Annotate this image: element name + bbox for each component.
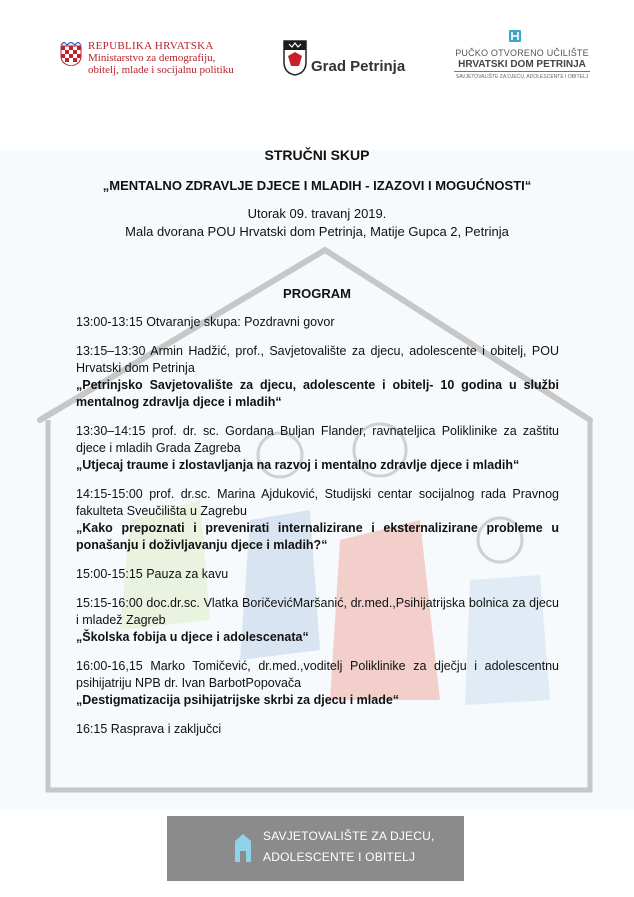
program-item-talk-title: „Utjecaj traume i zlostavljanja na razvoj i mentalno zdravlje djece i mladih“ [76, 458, 520, 472]
city-name: Grad Petrinja [311, 58, 406, 75]
pou-logo [452, 30, 592, 90]
croatian-coat-of-arms-icon [60, 42, 82, 66]
pou-line-1: PUČKO OTVORENO UČILIŠTE [455, 48, 589, 58]
program-item-time-speaker: 13:15–13:30 Armin Hadžić, prof., Savjetovalište za djecu, adolescente i obitelj, POU Hrvatski dom Petrinja [76, 344, 559, 375]
program-item [76, 566, 559, 583]
program-item [76, 423, 559, 474]
program-item [76, 343, 559, 411]
pou-line-3: SAVJETOVALIŠTE ZA DJECU, ADOLESCENTE I OBITELJ [455, 74, 589, 80]
event-date: Utorak 09. travanj 2019. [247, 206, 387, 221]
program-item-talk-title: „Petrinjsko Savjetovalište za djecu, adolescente i obitelj- 10 godina u službi mentalnog zdravlja djece i mladih“ [76, 378, 559, 409]
program-item-time-speaker: 15:00-15:15 Pauza za kavu [76, 567, 229, 581]
ministry-line-1: REPUBLIKA HRVATSKA [88, 40, 214, 52]
program-item [76, 658, 559, 709]
pou-divider [454, 71, 590, 72]
logo-row [0, 36, 634, 96]
footer-line-2: ADOLESCENTE I OBITELJ [263, 850, 416, 864]
pou-line-2: HRVATSKI DOM PETRINJA [458, 59, 586, 70]
footer-line-1: SAVJETOVALIŠTE ZA DJECU, [263, 829, 435, 843]
program-item [76, 486, 559, 554]
program-item-time-speaker: 13:00-13:15 Otvaranje skupa: Pozdravni govor [76, 315, 335, 329]
program-heading: PROGRAM [283, 286, 351, 301]
ministry-line-2: Ministarstvo za demografiju, [88, 52, 216, 64]
program-item-time-speaker: 14:15-15:00 prof. dr.sc. Marina Ajduković, Studijski centar socijalnog rada Pravnog fakulteta Sveučilišta u Zagrebu [76, 487, 559, 518]
program-item-time-speaker: 13:30–14:15 prof. dr. sc. Gordana Buljan Flander, ravnateljica Poliklinike za zaštitu djece i mladih Grada Zagreba [76, 424, 559, 455]
program-item-talk-title: „Kako prepoznati i prevenirati internalizirane i eksternalizirane probleme u ponašanju i doživljavanju djece i mladih?“ [76, 521, 559, 552]
program-item [76, 314, 559, 331]
event-venue: Mala dvorana POU Hrvatski dom Petrinja, Matije Gupca 2, Petrinja [125, 224, 509, 239]
program-item-time-speaker: 16:00-16,15 Marko Tomičević, dr.med.,voditelj Poliklinike za dječju i adolescentnu psihijatriju NPB dr. Ivan BarbotPopovača [76, 659, 559, 690]
program-item-time-speaker: 16:15 Rasprava i zaključci [76, 722, 222, 736]
event-subtitle: „MENTALNO ZDRAVLJE DJECE I MLADIH - IZAZOVI I MOGUĆNOSTI“ [102, 178, 532, 193]
program-item-talk-title: „Školska fobija u djece i adolescenata“ [76, 630, 309, 644]
program-list [76, 314, 559, 750]
program-item [76, 595, 559, 646]
petrinja-shield-icon [283, 40, 307, 76]
pou-house-icon [509, 30, 521, 42]
program-item-talk-title: „Destigmatizacija psihijatrijske skrbi za djecu i mlade“ [76, 693, 400, 707]
program-item-time-speaker: 15:15-16:00 doc.dr.sc. Vlatka BoričevićMaršanić, dr.med.,Psihijatrijska bolnica za djecu i mladež Zagreb [76, 596, 559, 627]
counseling-center-footer-logo [167, 816, 464, 881]
city-logo [283, 40, 423, 80]
program-item [76, 721, 559, 738]
document-title: STRUČNI SKUP [264, 147, 370, 163]
ministry-line-3: obitelj, mlade i socijalnu politiku [88, 64, 234, 76]
counseling-house-icon [233, 833, 253, 863]
